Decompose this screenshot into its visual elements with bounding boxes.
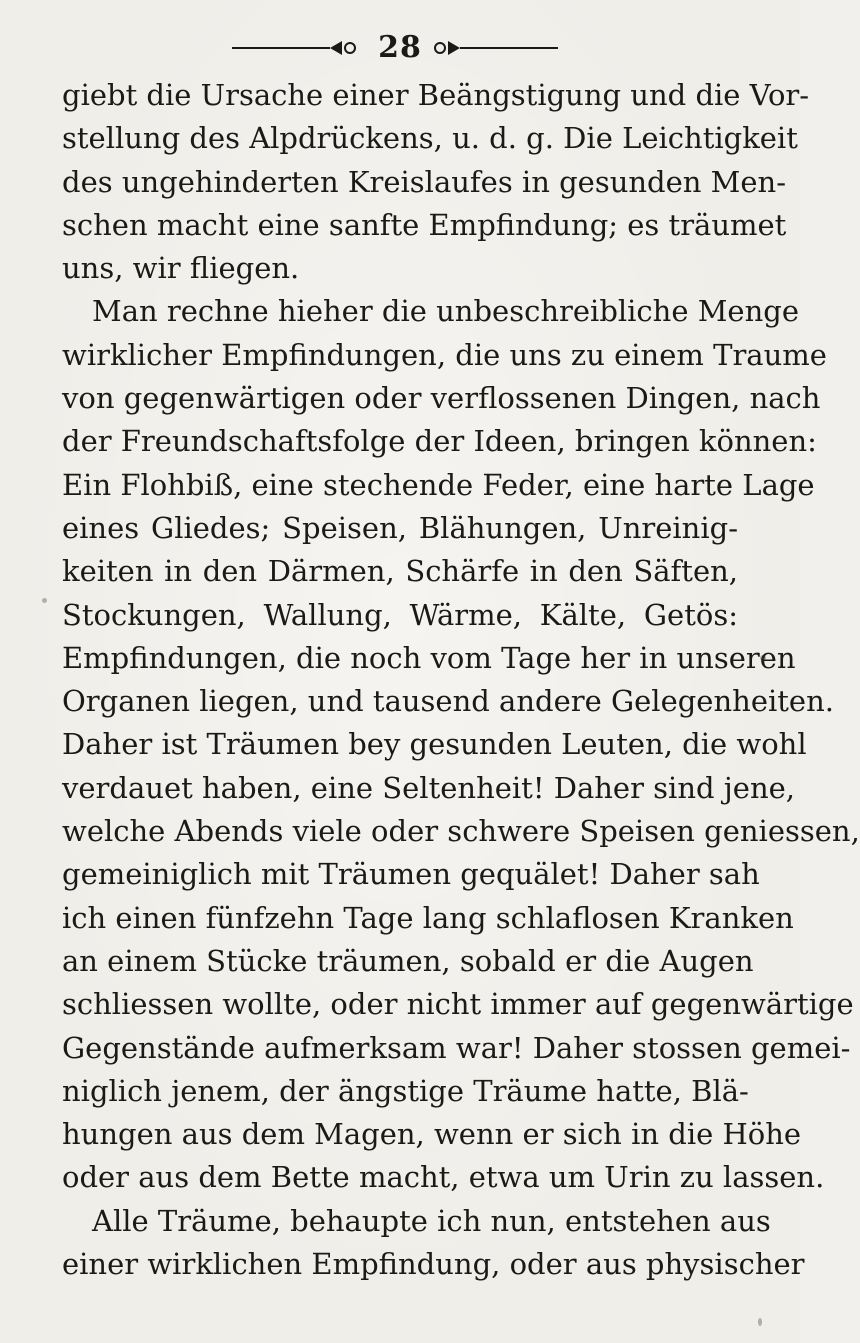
page-number: 28 (378, 30, 422, 65)
text-line: Empfindungen, die noch vom Tage her in unseren (62, 640, 796, 675)
text-line: Gegenstände aufmerksam war! Daher stossen gemei- (62, 1030, 851, 1065)
text-line: eines Gliedes; Speisen, Blähungen, Unreinig- (62, 510, 738, 545)
text-line: Stockungen, Wallung, Wärme, Kälte, Getös: (62, 597, 738, 632)
text-line: uns, wir fliegen. (62, 251, 300, 286)
text-line: ich einen fünfzehn Tage lang schlaflosen Kranken (62, 900, 794, 935)
text-line: gemeiniglich mit Träumen gequälet! Daher sah (62, 857, 760, 892)
text-line: schen macht eine sanfte Empfindung; es träumet (62, 207, 787, 242)
text-line: stellung des Alpdrückens, u. d. g. Die Leichtigkeit (62, 121, 798, 156)
text-line: der Freundschaftsfolge der Ideen, bringen können: (62, 424, 817, 459)
text-line: Man rechne hieher die unbeschreibliche Menge (92, 294, 799, 329)
page-header (0, 26, 800, 66)
text-line: wirklicher Empfindungen, die uns zu einem Traume (62, 337, 827, 372)
right-ornament-icon (430, 38, 560, 58)
text-line: an einem Stücke träumen, sobald er die Augen (62, 943, 754, 978)
paper-speck (42, 598, 47, 603)
text-line: einer wirklichen Empfindung, oder aus physischer (62, 1247, 805, 1282)
text-line: Alle Träume, behaupte ich nun, entstehen aus (92, 1203, 771, 1238)
paper-speck (760, 655, 766, 661)
left-ornament-icon (230, 38, 360, 58)
text-line: des ungehinderten Kreislaufes in gesunden Men- (62, 164, 787, 199)
text-line: verdauet haben, eine Seltenheit! Daher sind jene, (62, 770, 796, 805)
text-line: niglich jenem, der ängstige Träume hatte, Blä- (62, 1073, 749, 1108)
text-line: giebt die Ursache einer Beängstigung und die Vor- (62, 78, 810, 112)
text-line: keiten in den Därmen, Schärfe in den Säften, (62, 554, 738, 589)
text-line: hungen aus dem Magen, wenn er sich in die Höhe (62, 1117, 802, 1152)
text-line: Organen liegen, und tausend andere Gelegenheiten. (62, 684, 834, 719)
text-line: Daher ist Träumen bey gesunden Leuten, die wohl (62, 727, 807, 762)
text-line: oder aus dem Bette macht, etwa um Urin zu lassen. (62, 1160, 825, 1195)
paper-speck (758, 1318, 762, 1326)
body-text (62, 74, 860, 1286)
text-line: schliessen wollte, oder nicht immer auf gegenwärtige (62, 987, 854, 1022)
text-line: welche Abends viele oder schwere Speisen geniessen, (62, 814, 860, 849)
text-line: Ein Flohbiß, eine stechende Feder, eine harte Lage (62, 467, 815, 502)
text-line: von gegenwärtigen oder verflossenen Dingen, nach (62, 381, 821, 416)
